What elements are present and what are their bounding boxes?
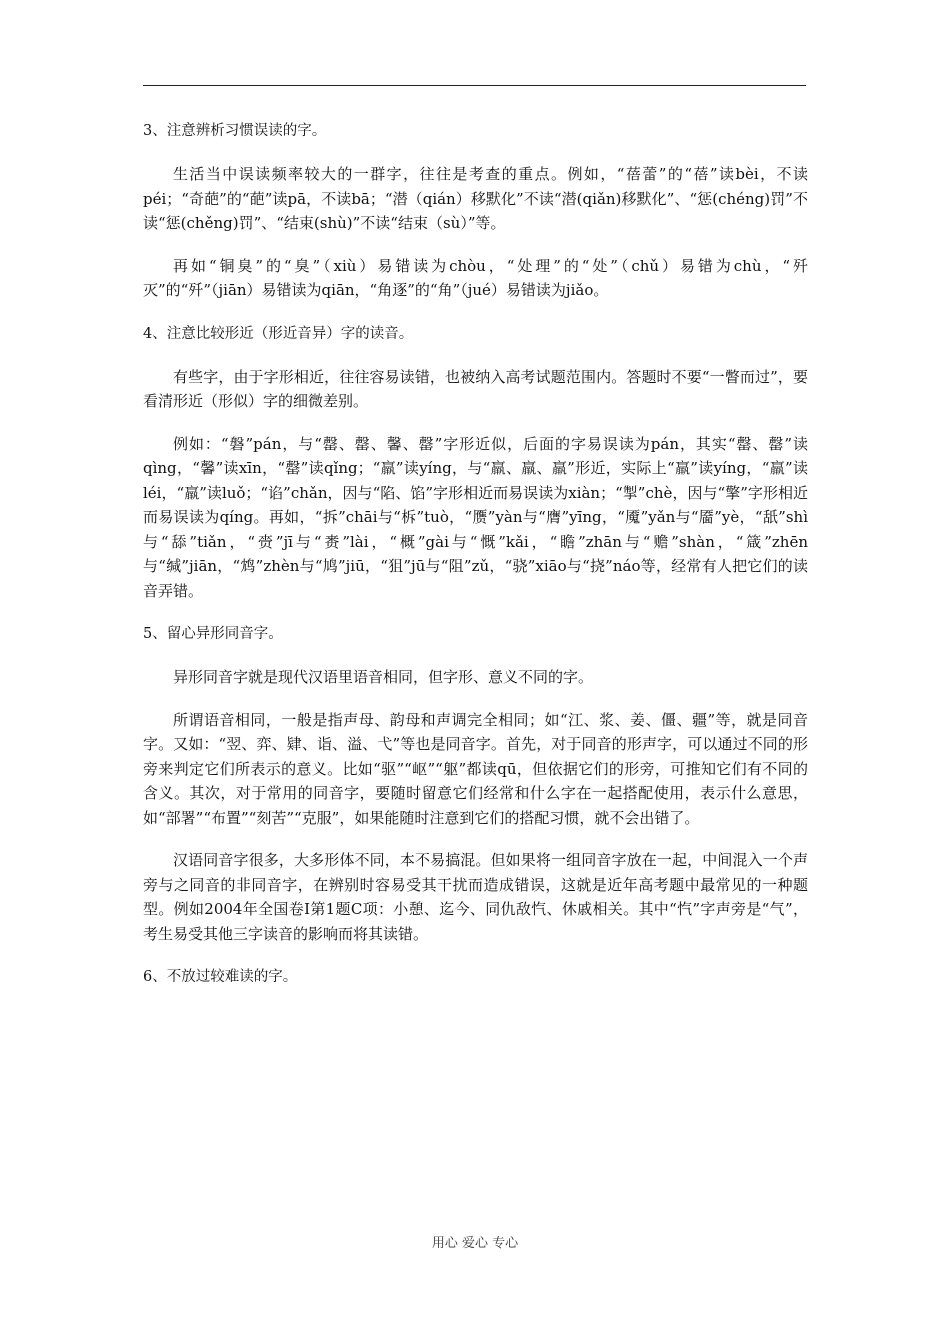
section-heading-4: 4、注意比较形近（形近音异）字的读音。 (143, 325, 414, 342)
document-body (143, 118, 808, 1008)
header-rule (143, 85, 806, 86)
paragraph: 所谓语音相同，一般是指声母、韵母和声调完全相同；如“江、浆、姜、僵、疆”等，就是同音字。又如：“翌、弈、肄、诣、溢、弋”等也是同音字。首先，对于同音的形声字，可以通过不同的形旁来判定它们所表示的意义。比如“驱”“岖”“躯”都读qū，但依据它们的形旁，可推知它们有不同的含义。其次，对于常用的同音字，要随时留意它们经常和什么字在一起搭配使用，表示什么意思，如“部署”“布置”“刻苦”“克服”，如果能随时注意到它们的搭配习惯，就不会出错了。 (143, 710, 808, 827)
paragraph: 例如：“磐”pán，与“罄、罄、馨、罄”字形近似，后面的字易误读为pán，其实“罄、罄”读qìng，“馨”读xīn，“罄”读qǐng；“羸”读yíng，与“羸、羸、羸”形近，实际上“羸”读yíng，“羸”读léi，“羸”读luǒ；“谄”chǎn，因与“陷、馅”字形相近而易误读为xiàn；“掣”chè，因与“擎”字形相近而易误读为qíng。再如，“拆”chāi与“柝”tuò，“赝”yàn与“膺”yīng，“魇”yǎn与“靥”yè，“舐”shì与“舔”tiǎn，“赍”jī与“赉”lài，“概”gài与“慨”kǎi，“瞻”zhān与“赡”shàn，“箴”zhēn与“缄”jiān，“鸩”zhèn与“鸠”jiū，“狙”jū与“阻”zǔ，“骁”xiāo与“挠”náo等，经常有人把它们的读音弄错。 (143, 434, 808, 600)
section-heading-3: 3、注意辨析习惯误读的字。 (143, 123, 327, 139)
section-heading-6: 6、不放过较难读的字。 (143, 969, 298, 985)
paragraph: 有些字，由于字形相近，往往容易读错，也被纳入高考试题范围内。答题时不要“一瞥而过”，要看清形近（形似）字的细微差别。 (143, 367, 808, 410)
page-footer: 用心 爱心 专心 (431, 1236, 519, 1251)
paragraph: 异形同音字就是现代汉语里语音相同，但字形、意义不同的字。 (173, 668, 594, 686)
section-heading-5: 5、留心异形同音字。 (143, 626, 283, 642)
paragraph: 汉语同音字很多，大多形体不同，本不易搞混。但如果将一组同音字放在一起，中间混入一个声旁与之同音的非同音字，在辨别时容易受其干扰而造成错误，这就是近年高考题中最常见的一种题型。例如2004年全国卷Ⅰ第1题C项：小憩、迄今、同仇敌忾、休戚相关。其中“忾”字声旁是“气”，考生易受其他三字读音的影响而将其读错。 (143, 851, 808, 943)
paragraph: 再如“铜臭”的“臭”（xiù）易错读为chòu，“处理”的“处”（chǔ）易错为chù，“歼灭”的“歼”（jiān）易错读为qiān，“角逐”的“角”（jué）易错读为jiǎo。 (143, 256, 808, 299)
paragraph: 生活当中误读频率较大的一群字，往往是考查的重点。例如，“蓓蕾”的“蓓”读bèi，不读péi；“奇葩”的“葩”读pā，不读bā；“潜（qián）移默化”不读“潜(qiǎn)移默化”、“惩(chéng)罚”不读“惩(chěng)罚”、“结束(shù)”不读“结束（sù）”等。 (143, 165, 808, 232)
